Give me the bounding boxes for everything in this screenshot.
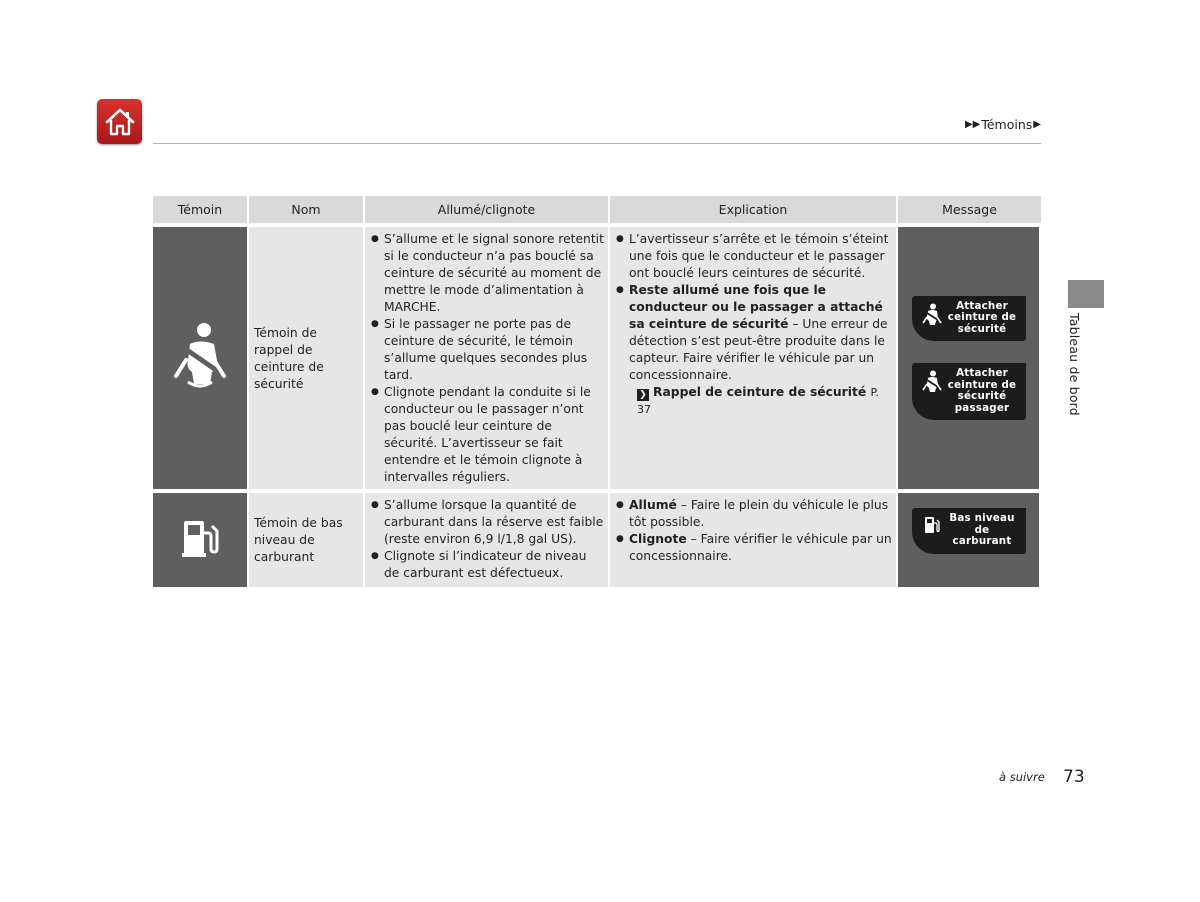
breadcrumb[interactable]	[965, 117, 1041, 132]
fuel-pump-icon	[180, 517, 220, 559]
list-item: ● Clignote – Faire vérifier le véhicule par un concessionnaire.	[615, 531, 892, 565]
indicator-name: Témoin de rappel de ceinture de sécurité	[249, 227, 365, 489]
indicator-cell	[153, 227, 249, 489]
indicator-name: Témoin de bas niveau de carburant	[249, 493, 365, 587]
display-message-text: Attacher ceinture de sécurité passager	[947, 367, 1017, 414]
breadcrumb-arrow-icon: ▶▶	[964, 119, 981, 130]
list-item: ● S’allume lorsque la quantité de carburant dans la réserve est faible (reste environ 6,9 l/1,8 gal US).	[370, 497, 604, 548]
message-cell	[898, 493, 1041, 587]
explanation-cell	[610, 227, 898, 489]
list-item: ● Reste allumé une fois que le conducteur ou le passager a attaché sa ceinture de sécurité – Une erreur de détection s’est peut-être produite dans le capteur. Faire vérifier le véhicule par un concessionnaire.	[615, 282, 892, 384]
display-message	[912, 508, 1026, 554]
list-item: ● Clignote pendant la conduite si le conducteur ou le passager n’ont pas bouclé leur ceinture de sécurité. L’avertisseur se fait entendre et le témoin clignote à intervalles réguliers.	[370, 384, 604, 486]
display-message-text: Bas niveau de carburant	[949, 512, 1015, 548]
table-header-row	[153, 196, 1041, 223]
table-row	[153, 227, 1041, 489]
list-item: ● Clignote si l’indicateur de niveau de carburant est défectueux.	[370, 548, 604, 582]
list-item: ● S’allume et le signal sonore retentit si le conducteur n’a pas bouclé sa ceinture de sécurité au moment de mettre le mode d’alimentation à MARCHE.	[370, 231, 604, 316]
display-message	[912, 363, 1026, 420]
on-blink-cell	[365, 493, 610, 587]
home-icon	[104, 107, 136, 137]
column-header: Explication	[610, 196, 898, 223]
explanation-cell	[610, 493, 898, 587]
column-header: Témoin	[153, 196, 249, 223]
indicator-cell	[153, 493, 249, 587]
on-blink-cell	[365, 227, 610, 489]
breadcrumb-label: Témoins	[981, 117, 1033, 132]
breadcrumb-arrow-icon: ▶	[1033, 119, 1041, 130]
seatbelt-icon	[922, 303, 942, 327]
page-reference-link[interactable]: ❯ Rappel de ceinture de sécurité P. 37	[637, 385, 879, 416]
table-row	[153, 493, 1041, 587]
indicator-table	[153, 196, 1041, 587]
section-tab-label: Tableau de bord	[1067, 313, 1082, 416]
column-header: Nom	[249, 196, 365, 223]
home-button[interactable]	[97, 99, 142, 144]
list-item: ● Si le passager ne porte pas de ceinture de sécurité, le témoin s’allume quelques secondes plus tard.	[370, 316, 604, 384]
message-cell	[898, 227, 1041, 489]
seatbelt-icon	[922, 370, 942, 394]
seatbelt-reminder-icon	[170, 320, 230, 392]
list-item: ● L’avertisseur s’arrête et le témoin s’éteint une fois que le conducteur et le passager ont bouclé leurs ceintures de sécurité.	[615, 231, 892, 282]
header-divider	[153, 143, 1041, 144]
display-message-text: Attacher ceinture de sécurité	[947, 299, 1017, 335]
display-message	[912, 296, 1026, 342]
column-header: Allumé/clignote	[365, 196, 610, 223]
list-item: ● Allumé – Faire le plein du véhicule le plus tôt possible.	[615, 497, 892, 531]
fuel-pump-icon	[924, 515, 940, 535]
section-tab[interactable]	[1068, 280, 1104, 308]
reference-arrow-icon: ❯	[637, 389, 649, 401]
column-header: Message	[898, 196, 1041, 223]
continued-note: à suivre	[999, 770, 1045, 784]
page-number: 73	[1063, 767, 1085, 787]
reference-page: P. 37	[637, 386, 879, 416]
